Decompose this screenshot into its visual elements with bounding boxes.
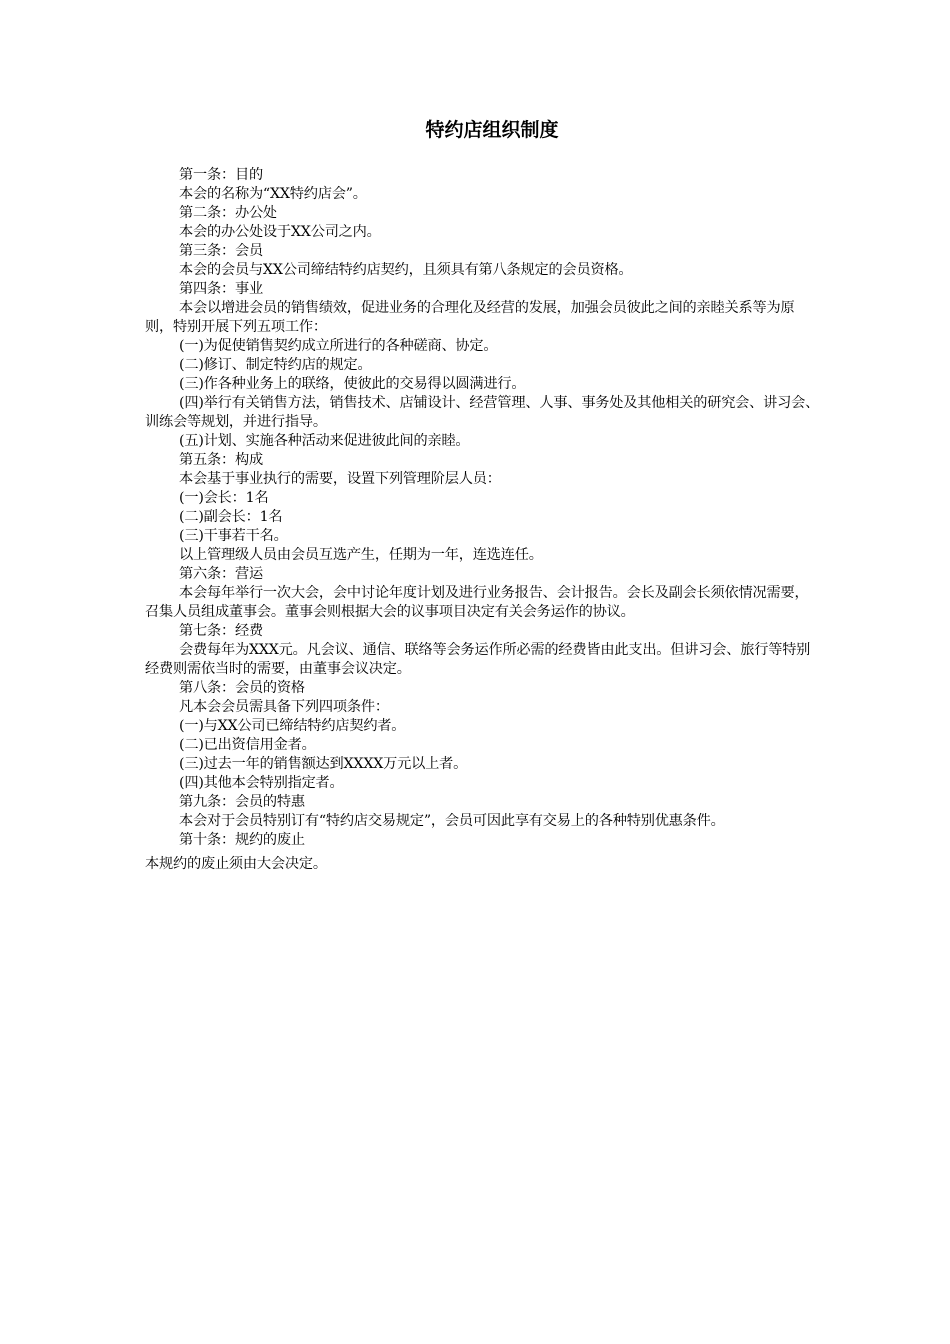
paragraph: 本会对于会员特别订有“特约店交易规定”，会员可因此享有交易上的各种特别优惠条件。 (179, 813, 725, 829)
paragraph: 本会以增进会员的销售绩效，促进业务的合理化及经营的发展，加强会员彼此之间的亲睦关系等为原则，特别开展下列五项工作： (145, 300, 795, 335)
article-heading-5: 第五条：构成 (179, 452, 263, 468)
paragraph: 本会每年举行一次大会，会中讨论年度计划及进行业务报告、会计报告。会长及副会长须依情况需要，召集人员组成董事会。董事会则根据大会的议事项目决定有关会务运作的协议。 (145, 585, 809, 620)
paragraph: 会费每年为XXX元。凡会议、通信、联络等会务运作所必需的经费皆由此支出。但讲习会、旅行等特别经费则需依当时的需要，由董事会议决定。 (145, 642, 811, 677)
article-heading-1: 第一条：目的 (179, 167, 263, 183)
document-title: 特约店组织制度 (425, 119, 559, 141)
article-heading-8: 第八条：会员的资格 (179, 680, 305, 696)
list-item: (二)已出资信用金者。 (179, 737, 316, 753)
article-heading-4: 第四条：事业 (179, 281, 263, 297)
list-item: (五)计划、实施各种活动来促进彼此间的亲睦。 (179, 433, 470, 449)
paragraph: 本会基于事业执行的需要，设置下列管理阶层人员： (179, 471, 501, 487)
closing-paragraph: 本规约的废止须由大会决定。 (145, 856, 327, 872)
article-heading-7: 第七条：经费 (179, 623, 263, 639)
list-item: (二)修订、制定特约店的规定。 (179, 357, 372, 373)
list-item: (一)与XX公司已缔结特约店契约者。 (179, 718, 406, 734)
article-heading-6: 第六条：营运 (179, 566, 263, 582)
article-heading-2: 第二条：办公处 (179, 205, 277, 221)
list-item: (三)干事若干名。 (179, 528, 288, 544)
article-heading-10: 第十条：规约的废止 (179, 832, 305, 848)
list-item: (四)其他本会特别指定者。 (179, 775, 344, 791)
article-heading-3: 第三条：会员 (179, 243, 263, 259)
paragraph: 凡本会会员需具备下列四项条件： (179, 699, 389, 715)
paragraph: 本会的办公处设于XX公司之内。 (179, 224, 381, 240)
document-body (145, 166, 820, 874)
article-heading-9: 第九条：会员的特惠 (179, 794, 305, 810)
list-item: (一)会长：1名 (179, 490, 269, 506)
list-item: (四)举行有关销售方法，销售技术、店铺设计、经营管理、人事、事务处及其他相关的研究会、讲习会、训练会等规划，并进行指导。 (145, 395, 820, 430)
list-item: (三)作各种业务上的联络，使彼此的交易得以圆满进行。 (179, 376, 526, 392)
list-item: (二)副会长：1名 (179, 509, 283, 525)
list-item: (三)过去一年的销售额达到XXXX万元以上者。 (179, 756, 468, 772)
list-item: (一)为促使销售契约成立所进行的各种磋商、协定。 (179, 338, 498, 354)
paragraph: 本会的名称为“XX特约店会”。 (179, 186, 367, 202)
paragraph: 以上管理级人员由会员互选产生，任期为一年，连选连任。 (179, 547, 543, 563)
paragraph: 本会的会员与XX公司缔结特约店契约，且须具有第八条规定的会员资格。 (179, 262, 633, 278)
